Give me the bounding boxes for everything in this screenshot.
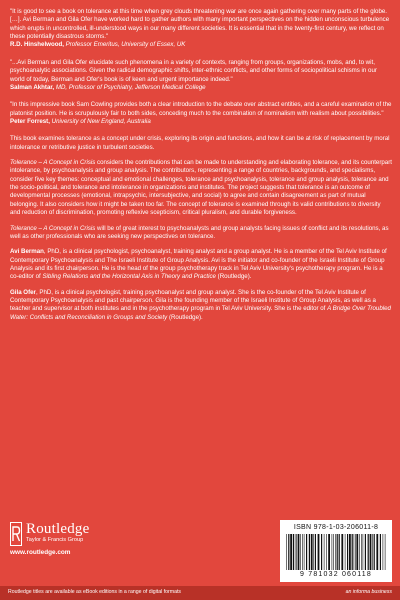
bio-text-end: (Routledge). <box>167 313 203 321</box>
description-text <box>10 159 392 218</box>
publisher-group: Taylor & Francis Group <box>26 537 84 543</box>
book-reference: A Bridge Over Troubled Water: Conflicts and Reconciliation in Groups and Society <box>10 305 391 321</box>
publisher-name: Routledge <box>26 521 90 537</box>
routledge-mark-icon <box>10 522 22 546</box>
author-name: Gila Ofer <box>10 288 36 296</box>
reviewer-name: Salman Akhtar, <box>10 83 55 91</box>
description-paragraph <box>10 135 392 152</box>
review-quote <box>10 59 392 92</box>
author-name: Avi Berman <box>10 248 44 256</box>
reviewer-role: Professor Emeritus, University of Essex, UK <box>65 41 186 49</box>
bio-text: , PhD, is a clinical psychologist, psychoanalyst, training analyst and a group analyst. He is a member of the Tel Aviv Institute of Contemporary Psychoanalysis and The Israeli Institute of Group Analysis. Avi is the initiator and co-founder of the Israeli Institute of Group Analysis and its first chairperson. He is the head of the group psychotherapy track in Tel Aviv University's psychotherapy program. He is a co-editor of <box>10 248 387 281</box>
book-title: Tolerance – A Concept in Crisis <box>10 224 96 232</box>
isbn-text: ISBN 978-1-03-206011-8 <box>293 524 379 531</box>
isbn-barcode <box>280 520 392 582</box>
reviewer-name: R.D. Hinshelwood, <box>10 41 64 49</box>
quote-text: "...Avi Berman and Gila Ofer elucidate such phenomena in a variety of contexts, ranging from groups, organizations, mobs, and, to wit, psychoanalytic associations. Given the radical demographic shifts, inter-ethnic conflicts, and other forms of sociopolitical schisms in our world of today, Berman and Ofer's book is of keen and urgent importance indeed." <box>10 58 377 83</box>
quote-text: "It is good to see a book on tolerance at this time when grey clouds threatening war are once again gathering over many parts of the globe. […]. Avi Berman and Gila Ofer have worked hard to gather authors with many important perspectives on the hidden unconscious turbulence which erupts in uncontrolled, ill-understood ways in our many different societies. It is essential that in the twenty-first century, we reflect on these potentially disastrous storms." <box>10 8 390 41</box>
quote-text: "In this impressive book Sam Cowling provides both a clear introduction to the debate over abstract entities, and a careful examination of the platonist position. He is scrupulously fair to both sides, conceding much to the combination of nominalism with realism about possibilities." <box>10 101 392 117</box>
author-bio <box>10 289 392 322</box>
quote-attribution <box>10 41 392 49</box>
description-body: will be of great interest to psychoanalysts and group analysts facing issues of conflict and its resolutions, as well as other professionals who are seeking new perspectives on tolerance. <box>10 224 389 240</box>
bio-text-end: (Routledge). <box>215 273 252 281</box>
reviewer-role: MD, Professor of Psychiatry, Jefferson Medical College <box>55 83 206 91</box>
quote-attribution <box>10 118 392 126</box>
book-title: Tolerance – A Concept in Crisis <box>10 159 96 167</box>
author-bio <box>10 248 392 281</box>
publisher-website: www.routledge.com <box>10 549 71 556</box>
bio-text: , PhD, is a clinical psychologist, training psychoanalyst and group analyst. She is the co-founder of the Tel Aviv Institute of Contemporary Psychoanalysis and past chairperson. Gila is the founding member of the Israeli Institute of Group Analysis, as well as a teacher and supervisor at both institutes and in the psychotherapy program in Tel Aviv University. She is the editor of <box>10 288 376 313</box>
publisher-logo-area <box>10 522 140 558</box>
reviewer-name: Peter Forrest, <box>10 117 50 125</box>
barcode-number: 9 781032 060118 <box>300 570 372 578</box>
description-paragraph <box>10 225 392 242</box>
description-paragraph <box>10 159 392 218</box>
quote-attribution <box>10 84 392 92</box>
footer-ebook-note: Routledge titles are available as eBook editions in a range of digital formats <box>8 589 182 595</box>
review-quote <box>10 101 392 126</box>
routledge-logo <box>10 522 140 546</box>
barcode-bars <box>285 534 387 570</box>
description-text <box>10 225 392 242</box>
book-reference: Sibling Relations and the Horizontal Axis in Theory and Practice <box>42 273 216 281</box>
description-text: This book examines tolerance as a concept under crisis, exploring its origin and functions, and how it can be at risk of replacement by moral intolerance or retributive justice in turbulent societies. <box>10 135 390 151</box>
cover-text <box>10 8 392 329</box>
description-body: considers the contributions that can be made to understanding and elaborating tolerance, and its counterpart intolerance, by psychoanalysis and group analysis. The contributors, representing a range of countries, backgrounds, and specialisms, consider five key themes: conceptual and emotional challenges, tolerance and psychoanalysis, tolerance and group analysis, tolerance and the socio-political, and tolerance and intolerance in organizations and institutes. The project suggests that tolerance is an outcome of developmental processes (emotional, intrapsychic, intersubjective, and social) to agree and contain disagreement as part of mutual belonging. It also considers how it might be taken too far. The concept of tolerance is examined through its valid contributions to diversity and reduction of discrimination, promoting reflexive scepticism, critical pluralism, and durable forgiveness. <box>10 159 392 217</box>
review-quote <box>10 8 392 50</box>
footer-strip <box>0 586 400 600</box>
reviewer-role: University of New England, Australia <box>51 117 151 125</box>
footer-informa-brand: an informa business <box>345 589 392 595</box>
